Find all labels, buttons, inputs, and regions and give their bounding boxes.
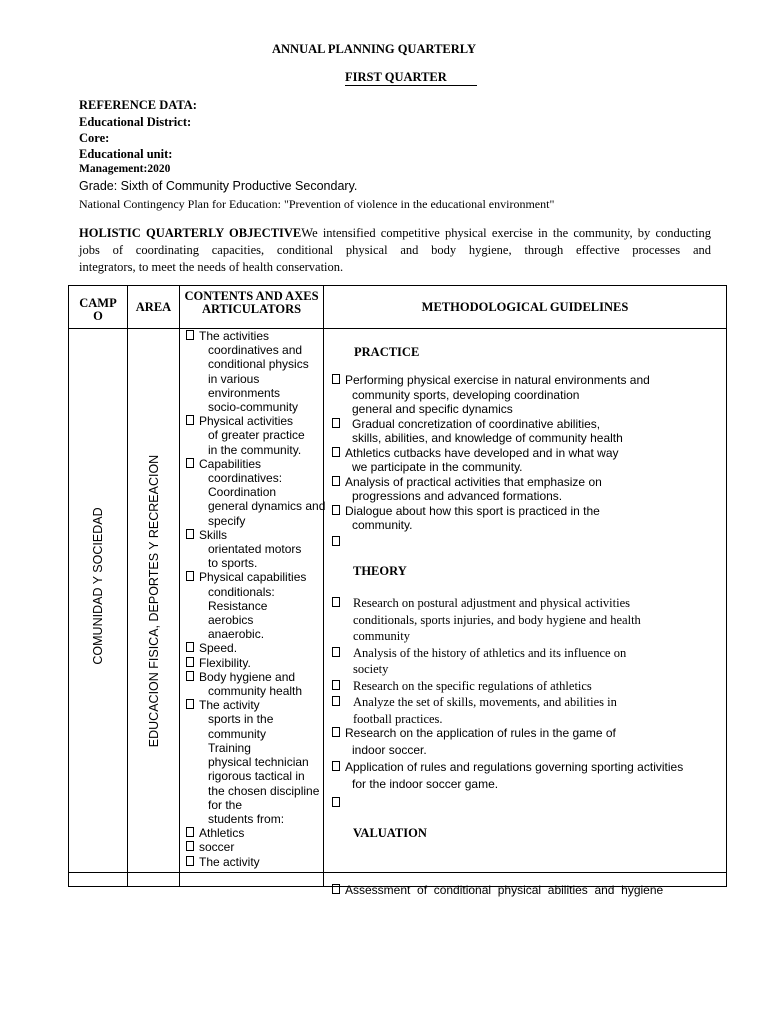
contents-text: of greater practice bbox=[208, 428, 305, 443]
contents-text: Skills bbox=[199, 527, 228, 542]
checkbox-icon bbox=[186, 827, 194, 837]
contents-item bbox=[186, 855, 325, 869]
contents-item-continuation bbox=[186, 485, 325, 499]
theory-text: football practices. bbox=[353, 711, 443, 726]
contents-item-continuation bbox=[186, 784, 325, 798]
contents-list bbox=[186, 329, 325, 869]
contents-text: the chosen discipline bbox=[208, 783, 320, 798]
valuation-text: Assessment of conditional physical abilities and hygiene bbox=[345, 883, 664, 897]
document-subtitle bbox=[345, 70, 477, 86]
practice-text: Athletics cutbacks have developed and in what way bbox=[345, 445, 619, 460]
theory-list bbox=[332, 595, 641, 727]
contents-text: community health bbox=[208, 684, 303, 699]
holistic-objective bbox=[79, 225, 711, 276]
checkbox-icon bbox=[186, 458, 194, 468]
footer-cell bbox=[128, 873, 180, 887]
contents-text: in the community. bbox=[208, 442, 302, 457]
footer-cell bbox=[324, 873, 727, 887]
contents-item bbox=[186, 698, 325, 712]
contents-item-continuation bbox=[186, 727, 325, 741]
contents-item-continuation bbox=[186, 684, 325, 698]
contents-item bbox=[186, 656, 325, 670]
objective-line-2: jobs of coordinating capacities, conditional physical and body hygiene, through effective processes and bbox=[79, 243, 711, 257]
theory-text: Analyze the set of skills, movements, and abilities in bbox=[353, 695, 617, 709]
checkbox-icon bbox=[332, 680, 340, 690]
contents-item-continuation bbox=[186, 755, 325, 769]
checkbox-icon bbox=[186, 699, 194, 709]
theory-item bbox=[332, 595, 641, 612]
theory-text: Research on the specific regulations of athletics bbox=[353, 678, 592, 693]
contents-text: The activity bbox=[199, 854, 260, 869]
checkbox-icon bbox=[332, 536, 340, 546]
contents-item bbox=[186, 826, 325, 840]
area-cell bbox=[128, 329, 180, 873]
theory-item bbox=[332, 759, 683, 776]
objective-text-1: We intensified competitive physical exercise in the community, by conducting bbox=[301, 226, 712, 240]
core-label: Core: bbox=[79, 131, 110, 145]
contents-item bbox=[186, 457, 325, 471]
objective-label: HOLISTIC QUARTERLY OBJECTIVE bbox=[79, 226, 302, 240]
footer-cell bbox=[69, 873, 128, 887]
contents-text: anaerobic. bbox=[208, 627, 265, 642]
checkbox-icon bbox=[186, 671, 194, 681]
contents-text: conditional physics bbox=[208, 357, 309, 372]
header-contents-line2: ARTICULATORS bbox=[201, 302, 302, 316]
header-contents-line1: CONTENTS AND AXES bbox=[184, 289, 319, 303]
contents-text: Training bbox=[208, 740, 251, 755]
header-campo bbox=[69, 286, 128, 329]
checkbox-icon bbox=[332, 797, 340, 807]
practice-text: Analysis of practical activities that emphasize on bbox=[345, 474, 602, 489]
checkbox-icon bbox=[186, 642, 194, 652]
contents-item bbox=[186, 570, 325, 584]
management-label: Management:2020 bbox=[79, 163, 171, 175]
checkbox-icon bbox=[332, 505, 340, 515]
contents-item-continuation bbox=[186, 357, 325, 371]
practice-text: community. bbox=[352, 518, 413, 532]
checkbox-icon bbox=[332, 476, 340, 486]
table-header-row bbox=[69, 286, 727, 329]
contents-item-continuation bbox=[186, 798, 325, 812]
contents-text: rigorous tactical in bbox=[208, 769, 305, 784]
contents-text: socio-community bbox=[208, 400, 299, 415]
contents-item-continuation bbox=[186, 443, 325, 457]
contents-item bbox=[186, 641, 325, 655]
footer-cell bbox=[180, 873, 324, 887]
practice-item bbox=[332, 504, 650, 519]
contents-item-continuation bbox=[186, 585, 325, 599]
theory-item bbox=[332, 645, 641, 662]
subtitle-underline bbox=[449, 73, 477, 86]
contents-text: in various bbox=[208, 371, 260, 386]
contents-text: soccer bbox=[199, 840, 235, 855]
contents-text: environments bbox=[208, 385, 281, 400]
theory-text: for the indoor soccer game. bbox=[352, 777, 499, 791]
practice-text: progressions and advanced formations. bbox=[352, 489, 563, 503]
contents-text: Coordination bbox=[208, 485, 277, 500]
valuation-list bbox=[332, 854, 663, 927]
contents-text: Flexibility. bbox=[199, 655, 251, 670]
contents-item bbox=[186, 329, 325, 343]
theory-text: Research on the application of rules in the game of bbox=[345, 726, 616, 740]
contents-item-continuation bbox=[186, 812, 325, 826]
practice-item bbox=[332, 417, 650, 432]
contents-text: for the bbox=[208, 797, 243, 812]
contents-text: general dynamics and bbox=[208, 499, 326, 514]
checkbox-icon bbox=[186, 657, 194, 667]
checkbox-icon bbox=[186, 415, 194, 425]
contents-item bbox=[186, 414, 325, 428]
theory-text: conditionals, sports injuries, and body hygiene and health bbox=[353, 612, 641, 627]
contents-text: The activities bbox=[199, 329, 270, 343]
planning-table bbox=[68, 285, 727, 897]
table-body-row bbox=[69, 329, 727, 873]
checkbox-icon bbox=[186, 841, 194, 851]
checkbox-icon bbox=[332, 647, 340, 657]
practice-item bbox=[332, 446, 650, 461]
table-footer-row bbox=[69, 873, 727, 887]
practice-text: skills, abilities, and knowledge of community health bbox=[352, 431, 623, 445]
contents-text: aerobics bbox=[208, 613, 254, 628]
contents-item bbox=[186, 840, 325, 854]
header-area: AREA bbox=[128, 286, 180, 329]
theory-text: Analysis of the history of athletics and its influence on bbox=[353, 645, 627, 660]
practice-text: Performing physical exercise in natural environments and bbox=[345, 373, 650, 387]
theory-item bbox=[332, 678, 641, 695]
contents-text: coordinatives: bbox=[208, 471, 283, 486]
contents-item-continuation bbox=[186, 712, 325, 726]
checkbox-icon bbox=[332, 418, 340, 428]
contents-item-continuation bbox=[186, 372, 325, 386]
theory-text: Research on postural adjustment and physical activities bbox=[353, 596, 631, 610]
theory-list-2 bbox=[332, 725, 683, 812]
contents-item-continuation bbox=[186, 599, 325, 613]
theory-text: indoor soccer. bbox=[352, 743, 427, 757]
theory-item bbox=[332, 725, 683, 742]
contents-item bbox=[186, 528, 325, 542]
checkbox-icon bbox=[186, 856, 194, 866]
contents-text: Athletics bbox=[199, 826, 245, 841]
practice-item-empty bbox=[332, 535, 650, 550]
unit-label: Educational unit: bbox=[79, 147, 173, 161]
campo-vertical-text: COMUNIDAD Y SOCIEDAD bbox=[91, 507, 105, 665]
theory-heading: THEORY bbox=[353, 564, 407, 578]
contents-item-continuation bbox=[186, 556, 325, 570]
contents-text: Capabilities bbox=[199, 456, 262, 471]
contents-text: Body hygiene and bbox=[199, 669, 296, 684]
contents-item-continuation bbox=[186, 428, 325, 442]
checkbox-icon bbox=[332, 597, 340, 607]
practice-list bbox=[332, 373, 650, 549]
valuation-heading: VALUATION bbox=[353, 826, 427, 840]
practice-text: general and specific dynamics bbox=[352, 402, 513, 416]
checkbox-icon bbox=[186, 330, 194, 340]
checkbox-icon bbox=[332, 447, 340, 457]
contents-text: physical technician bbox=[208, 755, 309, 770]
contents-text: orientated motors bbox=[208, 542, 302, 557]
contents-text: coordinatives and bbox=[208, 343, 303, 358]
checkbox-icon bbox=[186, 571, 194, 581]
theory-item-empty bbox=[332, 795, 683, 812]
practice-text: we participate in the community. bbox=[352, 460, 523, 474]
checkbox-icon bbox=[186, 529, 194, 539]
area-vertical-text: EDUCACION FISICA, DEPORTES Y RECREACION bbox=[147, 454, 161, 748]
practice-text: Gradual concretization of coordinative abilities, bbox=[352, 416, 601, 431]
contingency-plan: National Contingency Plan for Education: "Prevention of violence in the educational environment" bbox=[79, 197, 555, 211]
methodology-cell bbox=[324, 329, 727, 897]
contents-item-continuation bbox=[186, 499, 325, 513]
contents-text: conditionals: bbox=[208, 584, 275, 599]
practice-text: community sports, developing coordination bbox=[352, 387, 580, 402]
practice-item bbox=[332, 475, 650, 490]
contents-item-continuation bbox=[186, 471, 325, 485]
campo-cell bbox=[69, 329, 128, 873]
contents-item-continuation bbox=[186, 741, 325, 755]
contents-text: community bbox=[208, 726, 267, 741]
checkbox-icon bbox=[332, 696, 340, 706]
header-campo-line2: O bbox=[93, 309, 103, 323]
contents-item bbox=[186, 670, 325, 684]
contents-text: students from: bbox=[208, 811, 285, 826]
contents-text: specify bbox=[208, 513, 246, 528]
contents-item-continuation bbox=[186, 343, 325, 357]
contents-text: The activity bbox=[199, 698, 260, 713]
contents-text: Speed. bbox=[199, 641, 238, 656]
header-contents bbox=[180, 286, 324, 329]
contents-cell bbox=[180, 329, 324, 873]
district-label: Educational District: bbox=[79, 115, 192, 129]
contents-item-continuation bbox=[186, 769, 325, 783]
contents-item-continuation bbox=[186, 400, 325, 414]
practice-text: Dialogue about how this sport is practiced in the bbox=[345, 503, 600, 518]
checkbox-icon bbox=[332, 761, 340, 771]
practice-item bbox=[332, 373, 650, 388]
theory-text: Application of rules and regulations governing sporting activities bbox=[345, 760, 684, 774]
contents-text: Physical capabilities bbox=[199, 570, 307, 585]
theory-text: society bbox=[353, 662, 389, 676]
objective-line-1 bbox=[79, 225, 711, 242]
subtitle-text: FIRST QUARTER bbox=[345, 70, 447, 84]
reference-label: REFERENCE DATA: bbox=[79, 98, 197, 112]
contents-item-continuation bbox=[186, 542, 325, 556]
contents-text: to sports. bbox=[208, 556, 258, 571]
checkbox-icon bbox=[332, 374, 340, 384]
grade-line: Grade: Sixth of Community Productive Secondary. bbox=[79, 179, 358, 193]
contents-item-continuation bbox=[186, 514, 325, 528]
theory-item bbox=[332, 694, 641, 711]
header-campo-line1: CAMP bbox=[79, 296, 117, 310]
header-methodology: METHODOLOGICAL GUIDELINES bbox=[324, 286, 727, 329]
theory-text: community bbox=[353, 629, 410, 643]
contents-item-continuation bbox=[186, 627, 325, 641]
objective-line-3: integrators, to meet the needs of health conservation. bbox=[79, 260, 344, 274]
contents-text: Resistance bbox=[208, 598, 268, 613]
contents-text: sports in the bbox=[208, 712, 274, 727]
contents-item-continuation bbox=[186, 386, 325, 400]
checkbox-icon bbox=[332, 727, 340, 737]
contents-text: Physical activities bbox=[199, 414, 294, 429]
document-title: ANNUAL PLANNING QUARTERLY bbox=[272, 42, 476, 56]
practice-heading: PRACTICE bbox=[354, 345, 420, 359]
contents-item-continuation bbox=[186, 613, 325, 627]
